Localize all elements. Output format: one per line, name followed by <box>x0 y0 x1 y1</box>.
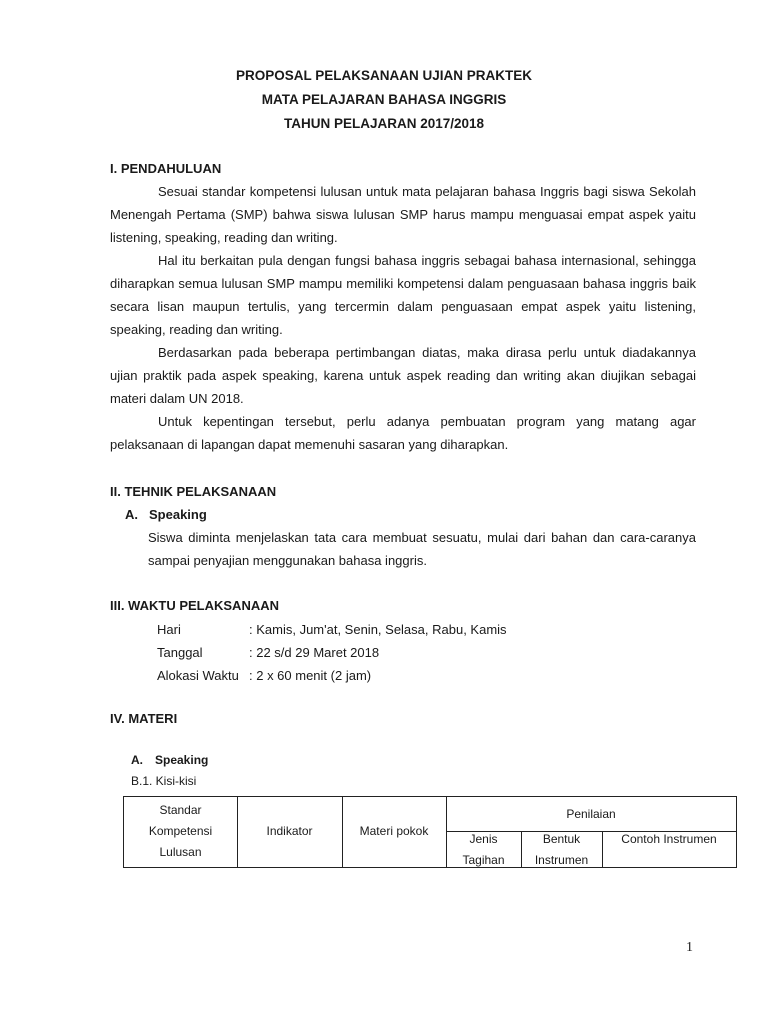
document-title-line2: MATA PELAJARAN BAHASA INGGRIS <box>261 92 507 107</box>
subheading-speaking <box>131 753 208 767</box>
header-text: Jenis <box>469 832 498 846</box>
subsubheading-kisi-kisi: B.1. Kisi-kisi <box>131 774 197 788</box>
section-heading-waktu: III. WAKTU PELAKSANAAN <box>110 598 279 613</box>
subheading-speaking <box>125 507 207 522</box>
table-header-materi-pokok: Materi pokok <box>359 824 429 838</box>
schedule-value: : Kamis, Jum'at, Senin, Selasa, Rabu, Kamis <box>249 622 507 637</box>
schedule-row <box>157 622 507 637</box>
header-text: Bentuk <box>542 832 581 846</box>
section-heading-tehnik: II. TEHNIK PELAKSANAAN <box>110 484 277 499</box>
table-header-jenis-tagihan <box>446 829 521 871</box>
table-header-contoh-instrumen: Contoh Instrumen <box>621 832 717 846</box>
schedule-label: Tanggal <box>157 645 203 660</box>
document-title-line3: TAHUN PELAJARAN 2017/2018 <box>283 116 485 131</box>
page-number: 1 <box>686 940 693 955</box>
paragraph: Berdasarkan pada beberapa pertimbangan diatas, maka dirasa perlu untuk diadakannya ujian praktik pada aspek speaking, karena untuk aspek reading dan writing akan diujikan sebagai materi dalam UN 2018. <box>110 345 696 406</box>
schedule-row <box>157 668 371 683</box>
subheading-label: Speaking <box>149 507 207 522</box>
table-header-bentuk-instrumen <box>521 829 602 871</box>
header-text: Lulusan <box>159 845 202 859</box>
schedule-label: Alokasi Waktu <box>157 668 239 683</box>
kisi-kisi-table <box>123 796 737 868</box>
paragraph: Siswa diminta menjelaskan tata cara membuat sesuatu, mulai dari bahan dan cara-caranya sampai penyajian menggunakan bahasa inggris. <box>148 530 696 568</box>
schedule-value: : 2 x 60 menit (2 jam) <box>249 668 372 683</box>
header-text: Standar <box>159 803 202 817</box>
header-text: Instrumen <box>534 853 589 867</box>
schedule-label: Hari <box>157 622 181 637</box>
subheading-number: A. <box>125 507 138 522</box>
section-heading-materi: IV. MATERI <box>110 711 178 726</box>
paragraph: Sesuai standar kompetensi lulusan untuk mata pelajaran bahasa Inggris bagi siswa Sekolah Menengah Pertama (SMP) bahwa siswa lulusan SMP harus mampu menguasai empat aspek yaitu listening, speaking, reading dan writing. <box>110 184 696 245</box>
table-header-penilaian: Penilaian <box>566 807 616 821</box>
document-title-line1: PROPOSAL PELAKSANAAN UJIAN PRAKTEK <box>235 68 533 83</box>
table-header-indikator: Indikator <box>266 824 313 838</box>
header-text: Tagihan <box>462 853 505 867</box>
section-heading-pendahuluan: I. PENDAHULUAN <box>110 161 222 176</box>
schedule-value: : 22 s/d 29 Maret 2018 <box>249 645 380 660</box>
paragraph: Untuk kepentingan tersebut, perlu adanya pembuatan program yang matang agar pelaksanaan di lapangan dapat memenuhi sasaran yang diharapkan. <box>110 414 696 452</box>
subheading-number: A. <box>131 753 143 767</box>
paragraph: Hal itu berkaitan pula dengan fungsi bahasa inggris sebagai bahasa internasional, sehingga diharapkan semua lulusan SMP mampu memiliki kompetensi dalam penguasaan bahasa inggris baik secara lisan maupun tertulis, yang tercermin dalam penguasaan empat aspek yaitu listening, speaking, reading dan writing. <box>110 253 696 337</box>
header-text: Kompetensi <box>148 824 213 838</box>
subheading-label: Speaking <box>155 753 209 767</box>
schedule-row <box>157 645 379 660</box>
table-header-standar <box>124 800 237 863</box>
